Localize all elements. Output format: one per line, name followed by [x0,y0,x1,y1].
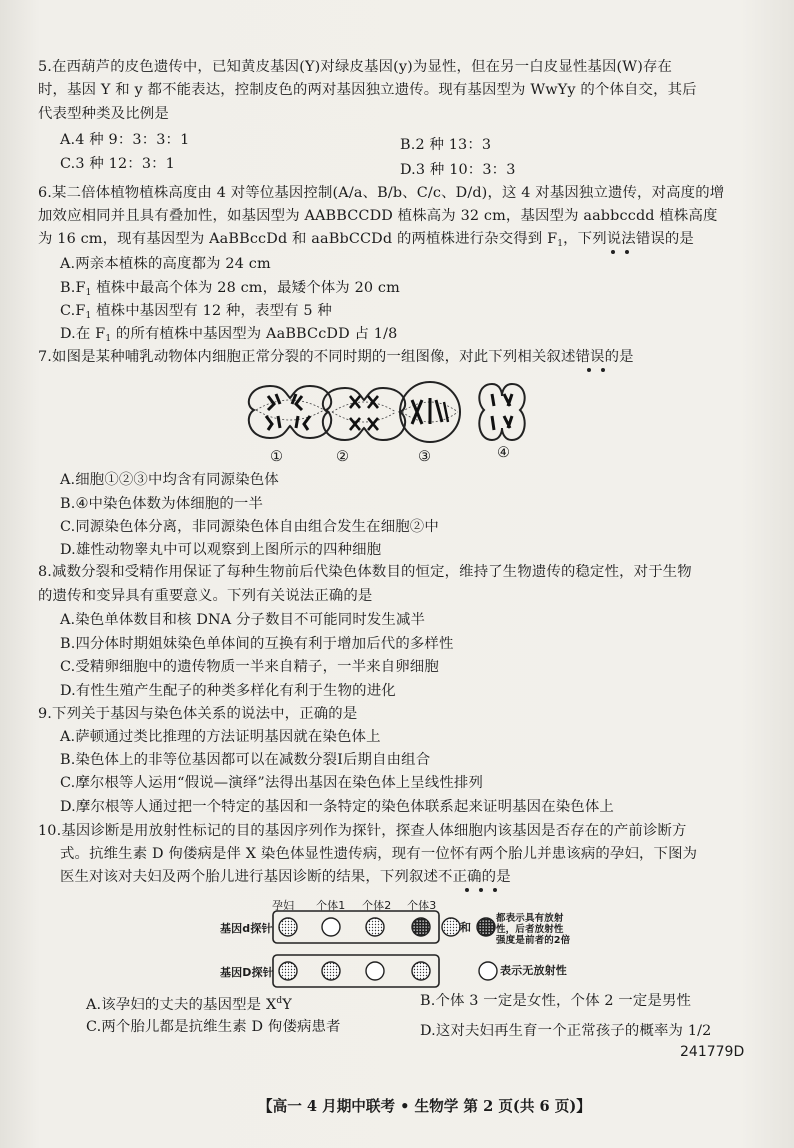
cell-1-diagram [249,386,331,438]
q6-option-a: A.两亲本植株的高度都为 24 cm [60,256,271,272]
q9-option-c: C.摩尔根等人运用“假说—演绎”法得出基因在染色体上呈线性排列 [60,775,483,791]
q8-option-b: B.四分体时期姐妹染色单体间的互换有利于增加后代的多样性 [60,636,454,652]
q9-option-a: A.萨顿通过类比推理的方法证明基因就在染色体上 [60,729,381,745]
paper-code: 241779D [680,1044,745,1060]
q5-option-a: A.4 种 9：3：3：1 [60,132,190,148]
cell-label-3: ③ [418,449,432,465]
q6-stem-line-3: 为 16 cm，现有基因型为 AaBBccDd 和 aaBbCCDd 的两植株进行杂交得到 $F_1$，下列说法错误的是 [38,231,694,249]
cell-label-1: ① [270,449,284,465]
q6-stem-line-2: 加效应相同并且具有叠加性，如基因型为 AABBCCDD 植株高为 32 cm，基因型为 aabbccdd 植株高度 [38,208,718,224]
q10-option-d: D.这对夫妇再生育一个正常孩子的概率为 1/2 [420,1023,712,1039]
row-label-D-probe: 基因D探针 [220,966,274,979]
q7-option-a: A.细胞①②③中均含有同源染色体 [60,472,279,488]
q10-option-b: B.个体 3 一定是女性，个体 2 一定是男性 [420,993,692,1009]
cell-4-diagram [479,384,524,440]
legend-radioactive-line-2: 性，后者放射性 [496,924,564,935]
legend-radioactive-line-1: 都表示具有放射 [496,913,564,924]
cell-2-diagram [323,388,405,440]
cell-3-diagram [400,382,460,442]
cell-label-4: ④ [497,445,511,461]
q8-option-d: D.有性生殖产生配子的种类多样化有利于生物的进化 [60,683,396,699]
q6-option-c: $C.F_1$ 植株中基因型有 12 种，表型有 5 种 [60,303,332,321]
column-label-individual-1: 个体1 [316,899,346,912]
q8-option-c: C.受精卵细胞中的遗传物质一半来自精子，一半来自卵细胞 [60,659,439,675]
row-label-d-probe: 基因d探针 [220,922,273,935]
q8-option-a: A.染色单体数目和核 DNA 分子数目不可能同时发生减半 [60,612,426,628]
column-label-pregnant-woman: 孕妇 [272,899,295,912]
q8-stem-line-1: 8.减数分裂和受精作用保证了每种生物前后代染色体数目的恒定，维持了生物遗传的稳定性，对于生物 [38,564,692,580]
q5-stem-line-1: 5.在西葫芦的皮色遗传中，已知黄皮基因(Y)对绿皮基因(y)为显性，但在另一白皮显性基因(W)存在 [38,59,673,75]
emphasis-dot [493,888,497,892]
q10-option-a: A.该孕妇的丈夫的基因型是 $X^dY$ [86,996,292,1013]
q5-option-d: D.3 种 10：3：3 [400,162,516,178]
q6-option-b: $B.F_1$ 植株中最高个体为 28 cm，最矮个体为 20 cm [60,280,400,298]
column-label-individual-3: 个体3 [407,899,437,912]
emphasis-dot [587,368,591,372]
cell-label-2: ② [336,449,350,465]
cell-division-figure [240,370,540,468]
q8-stem-line-2: 的遗传和变异具有重要意义。下列有关说法正确的是 [38,588,373,604]
q10-stem-line-3: 医生对该对夫妇及两个胎儿进行基因诊断的结果，下列叙述不正确的是 [60,869,511,885]
emphasis-dot [479,888,483,892]
q10-stem-line-2: 式。抗维生素 D 佝偻病是伴 X 染色体显性遗传病，现有一位怀有两个胎儿并患该病的孕妇，下图为 [60,846,698,862]
legend-no-radioactivity: 表示无放射性 [500,964,567,977]
page-footer: 【高一 4 月期中联考 • 生物学 第 2 页(共 6 页)】 [258,1098,591,1115]
legend-and: 和 [460,921,472,934]
column-label-individual-2: 个体2 [362,899,392,912]
q10-stem-line-1: 10.基因诊断是用放射性标记的目的基因序列作为探针，探查人体细胞内该基因是否存在的产前诊断方 [38,823,687,839]
q5-option-c: C.3 种 12：3：1 [60,156,175,172]
q5-option-b: B.2 种 13：3 [400,137,492,153]
q9-stem: 9.下列关于基因与染色体关系的说法中，正确的是 [38,706,358,722]
legend-radioactive-line-3: 强度是前者的2倍 [496,935,571,946]
emphasis-dot [601,368,605,372]
q7-stem: 7.如图是某种哺乳动物体内细胞正常分裂的不同时期的一组图像，对此下列相关叙述错误的是 [38,349,634,365]
q5-stem-line-3: 代表型种类及比例是 [38,106,169,122]
emphasis-dot [465,888,469,892]
emphasis-dot [611,250,615,254]
q5-stem-line-2: 时，基因 Y 和 y 都不能表达，控制皮色的两对基因独立遗传。现有基因型为 WwYy 的个体自交，其后 [38,82,697,98]
q7-option-b: B.④中染色体数为体细胞的一半 [60,496,263,512]
q9-option-d: D.摩尔根等人通过把一个特定的基因和一条特定的染色体联系起来证明基因在染色体上 [60,799,614,815]
q10-option-c: C.两个胎儿都是抗维生素 D 佝偻病患者 [86,1019,341,1035]
q6-option-d: D.在 $F_1$ 的所有植株中基因型为 AaBBCcDD 占 1/8 [60,326,398,344]
q7-option-d: D.雄性动物睾丸中可以观察到上图所示的四种细胞 [60,542,382,558]
q7-option-c: C.同源染色体分离，非同源染色体自由组合发生在细胞②中 [60,519,439,535]
q9-option-b: B.染色体上的非等位基因都可以在减数分裂Ⅰ后期自由组合 [60,752,431,768]
emphasis-dot [625,250,629,254]
q6-stem-line-1: 6.某二倍体植物植株高度由 4 对等位基因控制(A/a、B/b、C/c、D/d)，这 4 对基因独立遗传，对高度的增 [38,185,725,201]
